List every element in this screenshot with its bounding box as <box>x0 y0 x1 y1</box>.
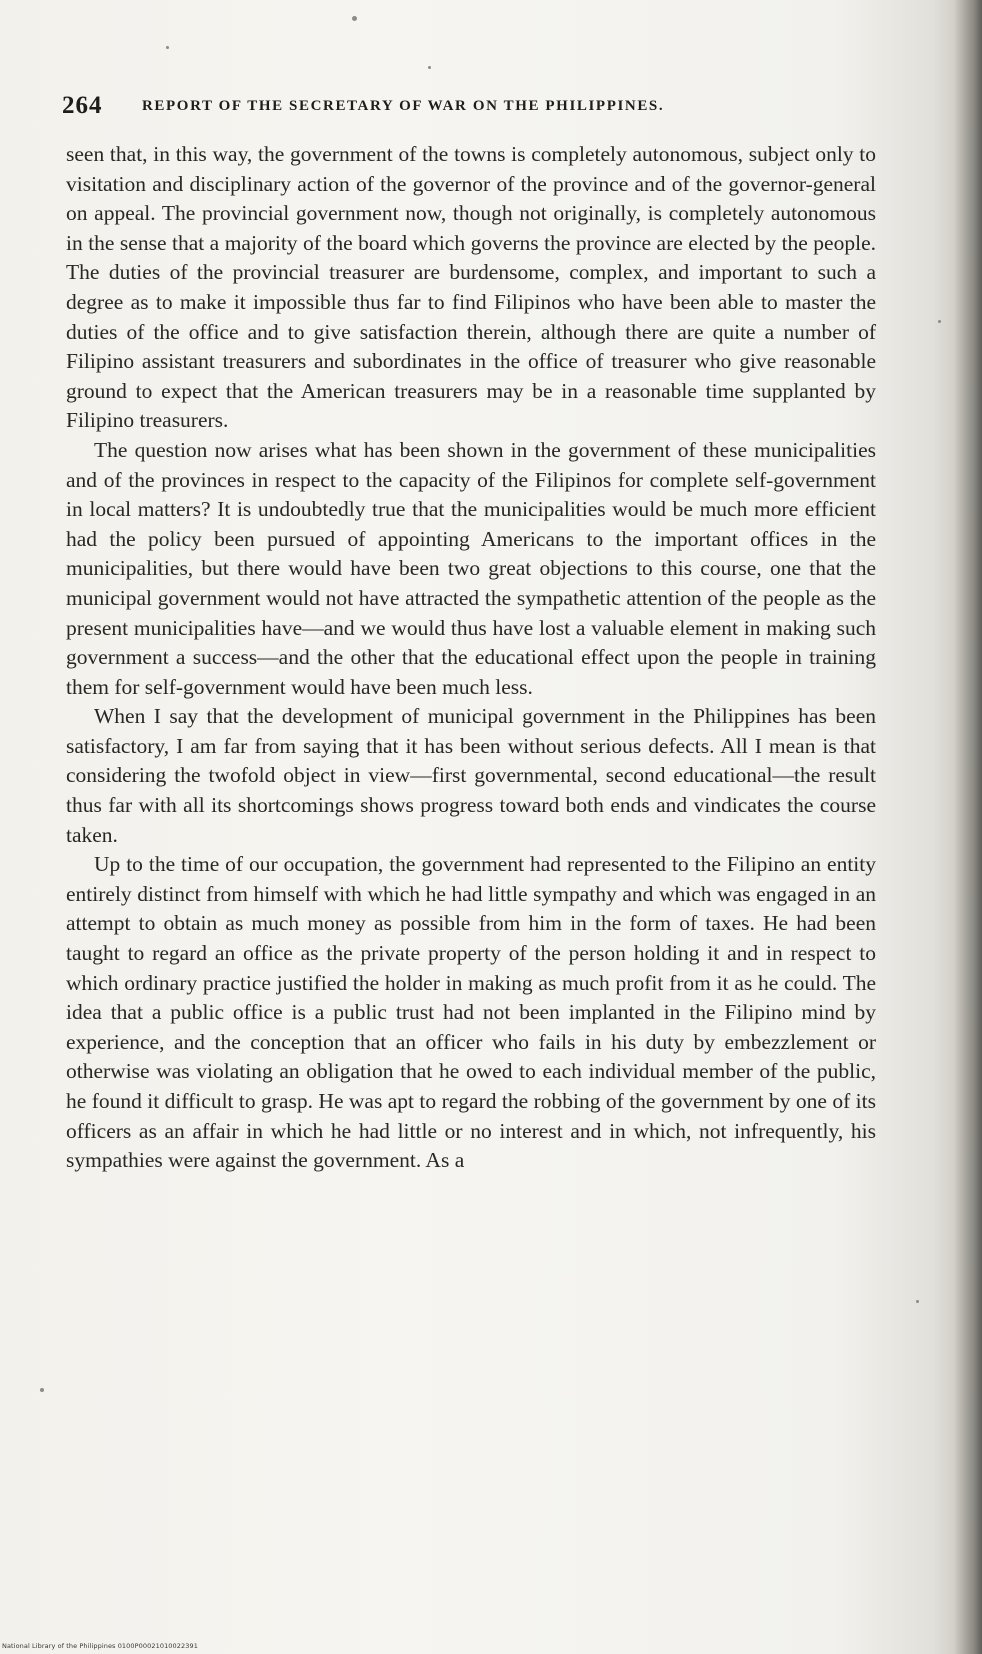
scan-speck <box>352 16 357 21</box>
body-text <box>66 140 876 1176</box>
page-header <box>62 92 882 128</box>
scan-speck <box>428 66 431 69</box>
paragraph: Up to the time of our occupation, the government had represented to the Filipino an entity entirely distinct from himself with which he had little sympathy and which was engaged in an attempt to obtain as much money as possible from him in the form of taxes. He had been taught to regard an office as the private property of the person holding it and in respect to which ordinary practice justified the holder in making as much profit from it as he could. The idea that a public office is a public trust had not been implanted in the Filipino mind by experience, and the conception that an officer who fails in his duty by embezzlement or otherwise was violating an obligation that he owed to each individual member of the public, he found it difficult to grasp. He was apt to regard the robbing of the government by one of its officers as an affair in which he had little or no interest and in which, not infrequently, his sympathies were against the government. As a <box>66 852 876 1173</box>
scan-speck <box>166 46 169 49</box>
paragraph: seen that, in this way, the government of the towns is completely autonomous, subject only to visitation and disciplinary action of the governor of the province and of the governor-general on appeal. The provincial government now, though not originally, is completely autonomous in the sense that a majority of the board which governs the province are elected by the people. The duties of the provincial treasurer are burdensome, complex, and important to such a degree as to make it impossible thus far to find Filipinos who have been able to master the duties of the office and to give satisfaction therein, although there are quite a number of Filipino assistant treasurers and subordinates in the office of treasurer who give reasonable ground to expect that the American treasurers may be in a reasonable time supplanted by Filipino treasurers. <box>66 142 876 433</box>
scan-speck <box>916 1300 919 1303</box>
running-title: REPORT OF THE SECRETARY OF WAR ON THE PHILIPPINES. <box>142 98 665 114</box>
page-number: 264 <box>62 92 103 119</box>
page-edge-shadow <box>954 0 982 1654</box>
paragraph: The question now arises what has been shown in the government of these municipalities and of the provinces in respect to the capacity of the Filipinos for complete self-government in local matters? It is undoubtedly true that the municipalities would be much more efficient had the policy been pursued of appointing Americans to the important offices in the municipalities, but there would have been two great objections to this course, one that the municipal government would not have attracted the sympathetic attention of the people as the present municipalities have—and we would thus have lost a valuable element in making such government a success—and the other that the educational effect upon the people in training them for self-government would have been much less. <box>66 437 876 699</box>
library-stamp: National Library of the Philippines 0100P00021010022391 <box>2 1642 198 1650</box>
paragraph: When I say that the development of municipal government in the Philippines has been satisfactory, I am far from saying that it has been without serious defects. All I mean is that considering the twofold object in view—first governmental, second educational—the result thus far with all its shortcomings shows progress toward both ends and vindicates the course taken. <box>66 704 876 847</box>
scan-speck <box>40 1388 44 1392</box>
scan-speck <box>938 320 941 323</box>
